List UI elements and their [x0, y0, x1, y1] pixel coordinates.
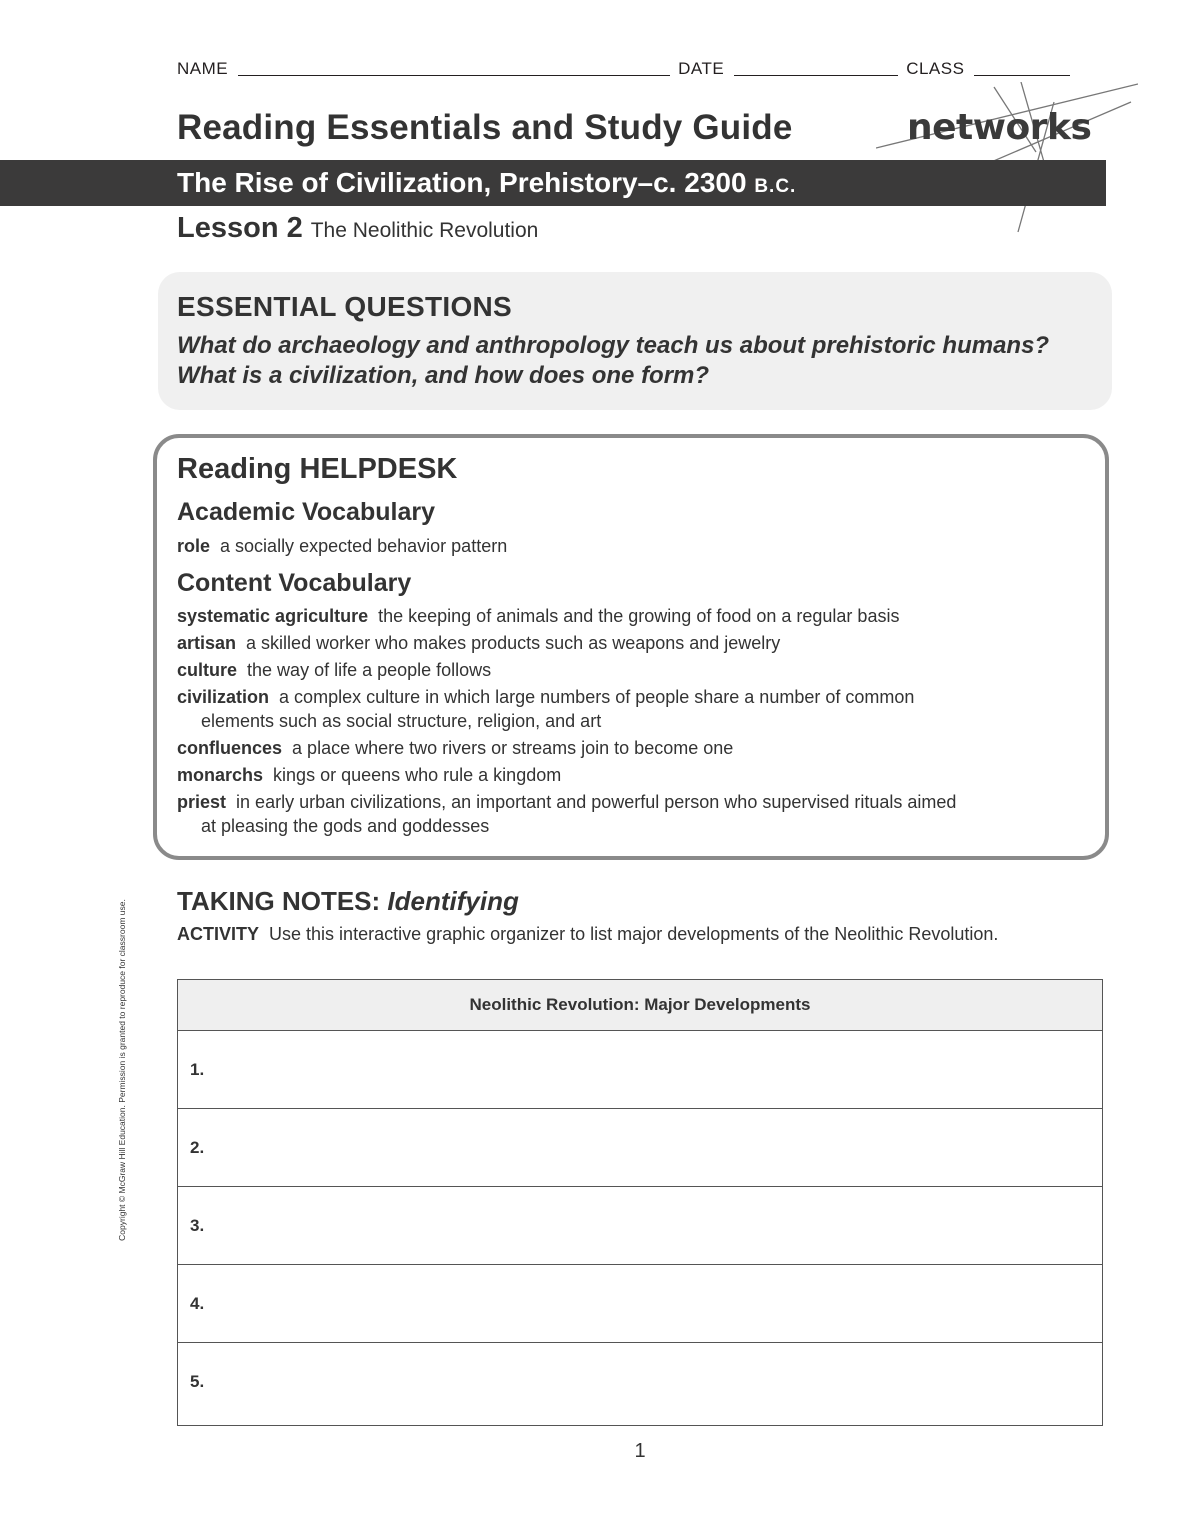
vocab-definition-continued: elements such as social structure, religion, and art — [201, 711, 602, 731]
date-field[interactable] — [734, 57, 898, 76]
vocab-entry — [177, 534, 1077, 558]
lesson-name: The Neolithic Revolution — [310, 219, 539, 242]
lesson-title — [177, 212, 538, 245]
vocab-entry — [177, 604, 1097, 628]
vocab-entry — [177, 658, 1097, 682]
chapter-era: B.C. — [754, 176, 797, 197]
name-field[interactable] — [238, 57, 670, 76]
organizer-row[interactable] — [178, 1265, 1102, 1343]
lesson-number: Lesson 2 — [177, 212, 303, 244]
name-label: NAME — [177, 59, 229, 78]
vocab-term: systematic agriculture — [177, 606, 369, 626]
vocab-definition: a complex culture in which large numbers of people share a number of common — [279, 687, 915, 707]
content-vocabulary-list — [177, 604, 1097, 838]
taking-notes-heading — [177, 886, 519, 917]
activity-text: Use this interactive graphic organizer to list major developments of the Neolithic Revolution. — [269, 924, 999, 944]
vocab-term: artisan — [177, 633, 237, 653]
row-number: 5. — [190, 1372, 205, 1391]
vocab-definition: in early urban civilizations, an important and powerful person who supervised rituals aimed — [236, 792, 957, 812]
chapter-title-text: The Rise of Civilization, Prehistory–c. 2300 — [177, 167, 755, 198]
academic-vocabulary-list — [177, 534, 1077, 558]
taking-notes-label: TAKING NOTES: — [177, 886, 381, 916]
date-label: DATE — [678, 59, 725, 78]
networks-logo: networks — [907, 107, 1092, 148]
vocab-definition: the keeping of animals and the growing of food on a regular basis — [378, 606, 900, 626]
academic-vocabulary-heading: Academic Vocabulary — [177, 498, 435, 526]
vocab-entry — [177, 763, 1097, 787]
vocab-term: priest — [177, 792, 227, 812]
helpdesk-title: Reading HELPDESK — [177, 453, 458, 485]
row-number: 1. — [190, 1059, 205, 1079]
chapter-title — [177, 164, 796, 206]
class-field[interactable] — [974, 57, 1070, 76]
organizer-row[interactable] — [178, 1187, 1102, 1265]
vocab-entry — [177, 685, 1097, 733]
vocab-entry — [177, 790, 1097, 838]
vocab-term: culture — [177, 660, 238, 680]
activity-instructions — [177, 924, 998, 945]
vocab-entry — [177, 736, 1097, 760]
organizer-heading: Neolithic Revolution: Major Developments — [178, 980, 1102, 1031]
vocab-definition: the way of life a people follows — [247, 660, 492, 680]
row-number: 2. — [190, 1137, 205, 1157]
vocab-term: civilization — [177, 687, 270, 707]
essential-questions-text: What do archaeology and anthropology teach us about prehistoric humans? What is a civilization, and how does one form? — [177, 332, 1050, 389]
vocab-term: monarchs — [177, 765, 264, 785]
vocab-definition: a socially expected behavior pattern — [220, 536, 508, 556]
content-vocabulary-heading: Content Vocabulary — [177, 569, 412, 597]
row-number: 3. — [190, 1215, 205, 1235]
class-label: CLASS — [906, 59, 965, 78]
copyright-text: Copyright © McGraw Hill Education. Permission is granted to reproduce for classroom use. — [117, 899, 127, 1241]
vocab-definition: kings or queens who rule a kingdom — [273, 765, 562, 785]
organizer-row[interactable] — [178, 1031, 1102, 1109]
vocab-term: role — [177, 536, 211, 556]
vocab-definition: a place where two rivers or streams join to become one — [292, 738, 734, 758]
page-number: 1 — [634, 1440, 646, 1462]
guide-title: Reading Essentials and Study Guide — [177, 108, 793, 147]
vocab-definition: a skilled worker who makes products such as weapons and jewelry — [246, 633, 781, 653]
vocab-term: confluences — [177, 738, 283, 758]
essential-questions-heading: ESSENTIAL QUESTIONS — [177, 291, 513, 322]
taking-notes-skill: Identifying — [387, 886, 519, 916]
vocab-entry — [177, 631, 1097, 655]
organizer-row[interactable] — [178, 1343, 1102, 1421]
organizer-row[interactable] — [178, 1109, 1102, 1187]
row-number: 4. — [190, 1293, 205, 1313]
graphic-organizer-table — [177, 979, 1103, 1426]
student-info-fields — [177, 54, 1099, 78]
vocab-definition-continued: at pleasing the gods and goddesses — [201, 816, 490, 836]
activity-label: ACTIVITY — [177, 924, 260, 944]
